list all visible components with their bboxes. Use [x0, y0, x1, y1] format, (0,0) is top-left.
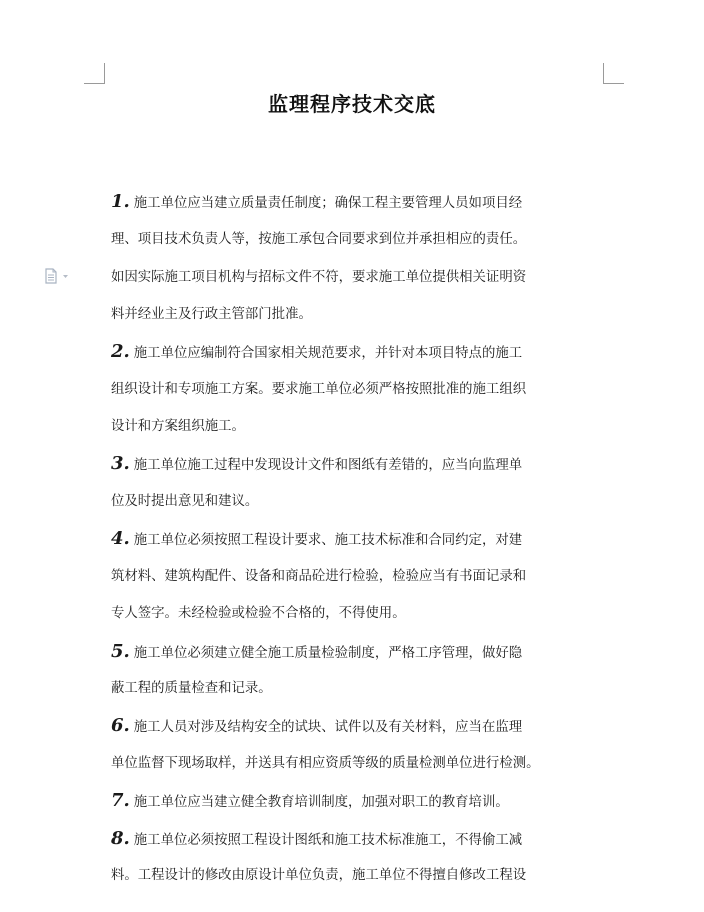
item-number: 4.: [111, 528, 130, 549]
list-item-line: 单位监督下现场取样，并送具有相应资质等级的质量检测单位进行检测。: [111, 756, 540, 771]
item-text: 施工人员对涉及结构安全的试块、试件以及有关材料，应当在监理: [133, 720, 523, 735]
list-item-line: 组织设计和专项施工方案。要求施工单位必须严格按照批准的施工组织: [111, 382, 527, 397]
list-item-line: 理、项目技术负责人等，按施工承包合同要求到位并承担相应的责任。: [111, 232, 527, 247]
list-item-line: [111, 716, 522, 738]
item-text: 施工单位必须建立健全施工质量检验制度，严格工序管理，做好隐: [133, 646, 523, 661]
item-number: 7.: [111, 790, 130, 811]
item-number: 1.: [111, 191, 130, 212]
list-item-line: [111, 642, 522, 664]
item-text: 施工单位应编制符合国家相关规范要求，并针对本项目特点的施工: [133, 346, 523, 361]
list-item-line: [111, 192, 522, 214]
list-item-line: 料并经业主及行政主管部门批准。: [111, 307, 312, 322]
item-text: 施工单位施工过程中发现设计文件和图纸有差错的，应当向监理单: [133, 458, 523, 473]
list-item-line: 料。工程设计的修改由原设计单位负责，施工单位不得擅自修改工程设: [111, 868, 527, 883]
item-text: 施工单位应当建立健全教育培训制度，加强对职工的教育培训。: [133, 795, 509, 810]
list-item-line: [111, 454, 522, 476]
item-text: 施工单位必须按照工程设计要求、施工技术标准和合同约定，对建: [133, 533, 523, 548]
crop-mark-left: [84, 63, 105, 84]
list-item-line: 蔽工程的质量检查和记录。: [111, 681, 272, 696]
item-number: 3.: [111, 453, 130, 474]
list-item-line: [111, 791, 509, 813]
page-title: 监理程序技术交底: [268, 92, 436, 116]
item-number: 6.: [111, 715, 130, 736]
item-number: 5.: [111, 641, 130, 662]
item-text: 施工单位必须按照工程设计图纸和施工技术标准施工，不得偷工减: [133, 833, 523, 848]
list-item-line: [111, 342, 522, 364]
item-text: 施工单位应当建立质量责任制度；确保工程主要管理人员如项目经: [133, 196, 523, 211]
list-item-line: 专人签字。未经检验或检验不合格的，不得使用。: [111, 606, 406, 621]
list-item-line: [111, 529, 522, 551]
list-item-line: 位及时提出意见和建议。: [111, 494, 259, 509]
list-item-line: 筑材料、建筑构配件、设备和商品砼进行检验，检验应当有书面记录和: [111, 569, 527, 584]
list-item-line: 如因实际施工项目机构与招标文件不符，要求施工单位提供相关证明资: [111, 270, 527, 285]
item-number: 8.: [111, 828, 130, 849]
list-item-line: [111, 829, 522, 851]
item-number: 2.: [111, 341, 130, 362]
crop-mark-right: [603, 63, 624, 84]
list-item-line: 设计和方案组织施工。: [111, 419, 245, 434]
document-dropdown-icon[interactable]: [44, 268, 70, 284]
